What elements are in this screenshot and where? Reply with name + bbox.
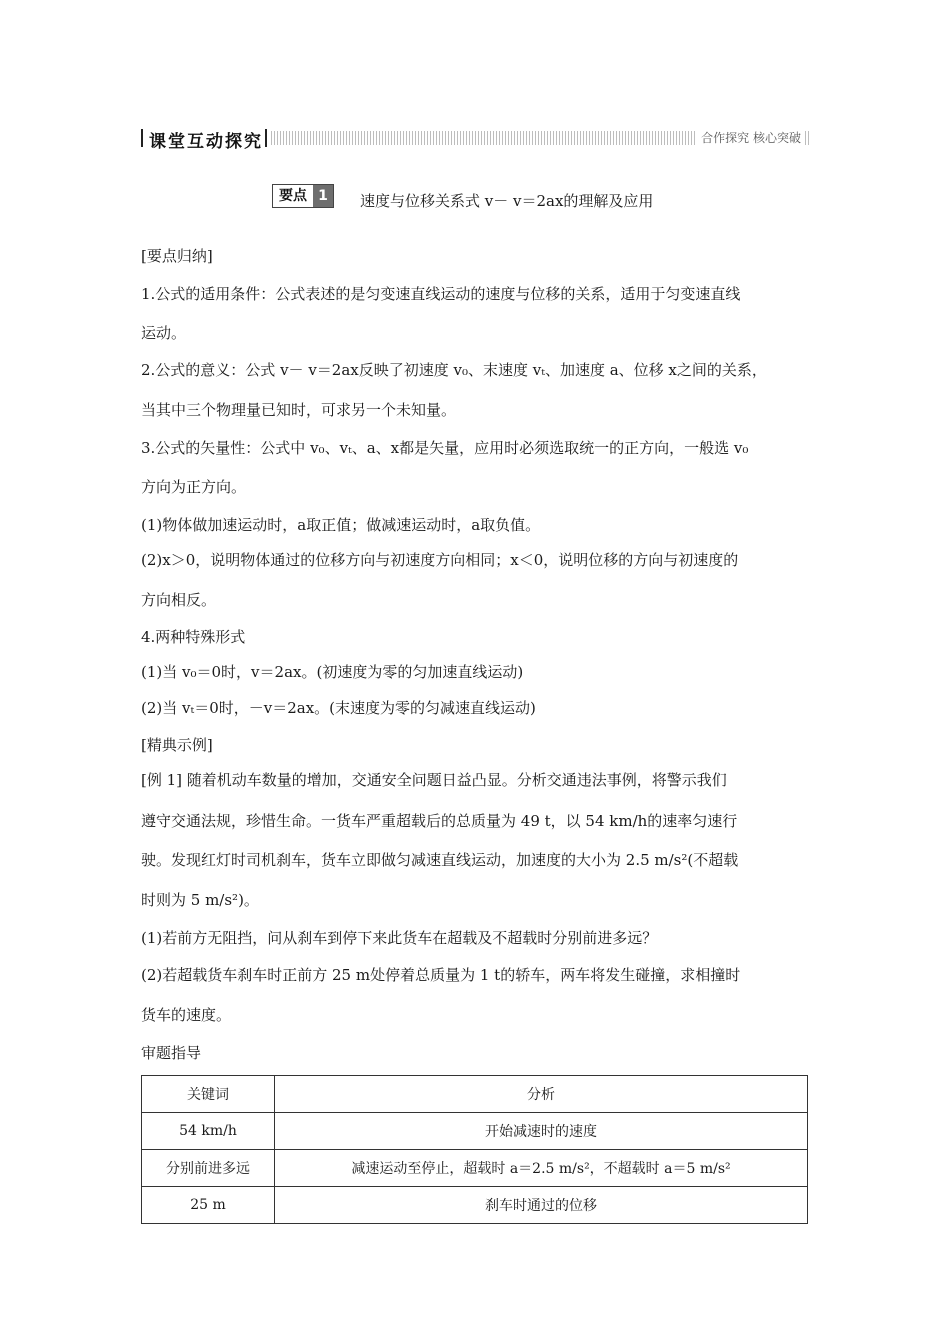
header-left-bar <box>141 129 143 147</box>
text-line: (2)当 vₜ＝0时，－v＝2ax。(末速度为零的匀减速直线运动) <box>141 699 536 717</box>
analysis-table <box>141 1075 808 1224</box>
table-cell: 开始减速时的速度 <box>275 1113 808 1150</box>
text-line: (2)x＞0，说明物体通过的位移方向与初速度方向相同；x＜0，说明位移的方向与初速度的 <box>141 551 739 569</box>
header-divider-bar <box>265 129 267 147</box>
text-line: [精典示例] <box>141 736 213 754</box>
text-line: 运动。 <box>141 324 187 342</box>
section-header <box>141 128 809 152</box>
text-line: [例 1] 随着机动车数量的增加，交通安全问题日益凸显。分析交通违法事例，将警示我们 <box>141 771 727 789</box>
text-line: 1.公式的适用条件：公式表述的是匀变速直线运动的速度与位移的关系，适用于匀变速直线 <box>141 285 741 303</box>
table-header-cell: 关键词 <box>142 1076 275 1113</box>
table-cell: 减速运动至停止，超载时 a＝2.5 m/s²，不超载时 a＝5 m/s² <box>275 1150 808 1187</box>
text-line: [要点归纳] <box>141 247 213 265</box>
text-line: 驶。发现红灯时司机刹车，货车立即做匀减速直线运动，加速度的大小为 2.5 m/s²(不超载 <box>141 851 739 869</box>
table-row <box>142 1187 808 1224</box>
text-line: 方向为正方向。 <box>141 478 247 496</box>
table-header-row <box>142 1076 808 1113</box>
section-title: 课堂互动探究 <box>149 132 263 152</box>
text-line: (2)若超载货车刹车时正前方 25 m处停着总质量为 1 t的轿车，两车将发生碰撞，求相撞时 <box>141 966 741 984</box>
text-line: 4.两种特殊形式 <box>141 628 246 646</box>
text-line: (1)物体做加速运动时，a取正值；做减速运动时，a取负值。 <box>141 516 541 534</box>
text-line: 遵守交通法规，珍惜生命。一货车严重超载后的总质量为 49 t，以 54 km/h的速率匀速行 <box>141 812 738 830</box>
keypoint-title: 速度与位移关系式 v－ v＝2ax的理解及应用 <box>360 192 654 210</box>
table-row <box>142 1150 808 1187</box>
text-line: (1)当 v₀＝0时，v＝2ax。(初速度为零的匀加速直线运动) <box>141 663 524 681</box>
keypoint-badge <box>272 184 334 208</box>
text-line: 货车的速度。 <box>141 1006 232 1024</box>
text-line: (1)若前方无阻挡，问从刹车到停下来此货车在超载及不超载时分别前进多远？ <box>141 929 658 947</box>
table-cell: 刹车时通过的位移 <box>275 1187 808 1224</box>
section-subtitle: 合作探究 核心突破 <box>697 129 805 146</box>
text-line: 时则为 5 m/s²)。 <box>141 891 259 909</box>
keypoint-number: 1 <box>313 185 333 207</box>
text-line: 方向相反。 <box>141 591 217 609</box>
text-line: 当其中三个物理量已知时，可求另一个未知量。 <box>141 401 457 419</box>
text-line: 2.公式的意义：公式 v－ v＝2ax反映了初速度 v₀、末速度 vₜ、加速度 a、位移 x之间的关系， <box>141 361 767 379</box>
table-row <box>142 1113 808 1150</box>
table-cell: 分别前进多远 <box>142 1150 275 1187</box>
text-line: 3.公式的矢量性：公式中 v₀、vₜ、a、x都是矢量，应用时必须选取统一的正方向，一般选 v₀ <box>141 439 749 457</box>
table-cell: 54 km/h <box>142 1113 275 1150</box>
table-header-cell: 分析 <box>275 1076 808 1113</box>
table-cell: 25 m <box>142 1187 275 1224</box>
text-line: 审题指导 <box>141 1044 202 1062</box>
keypoint-label: 要点 <box>279 188 307 204</box>
